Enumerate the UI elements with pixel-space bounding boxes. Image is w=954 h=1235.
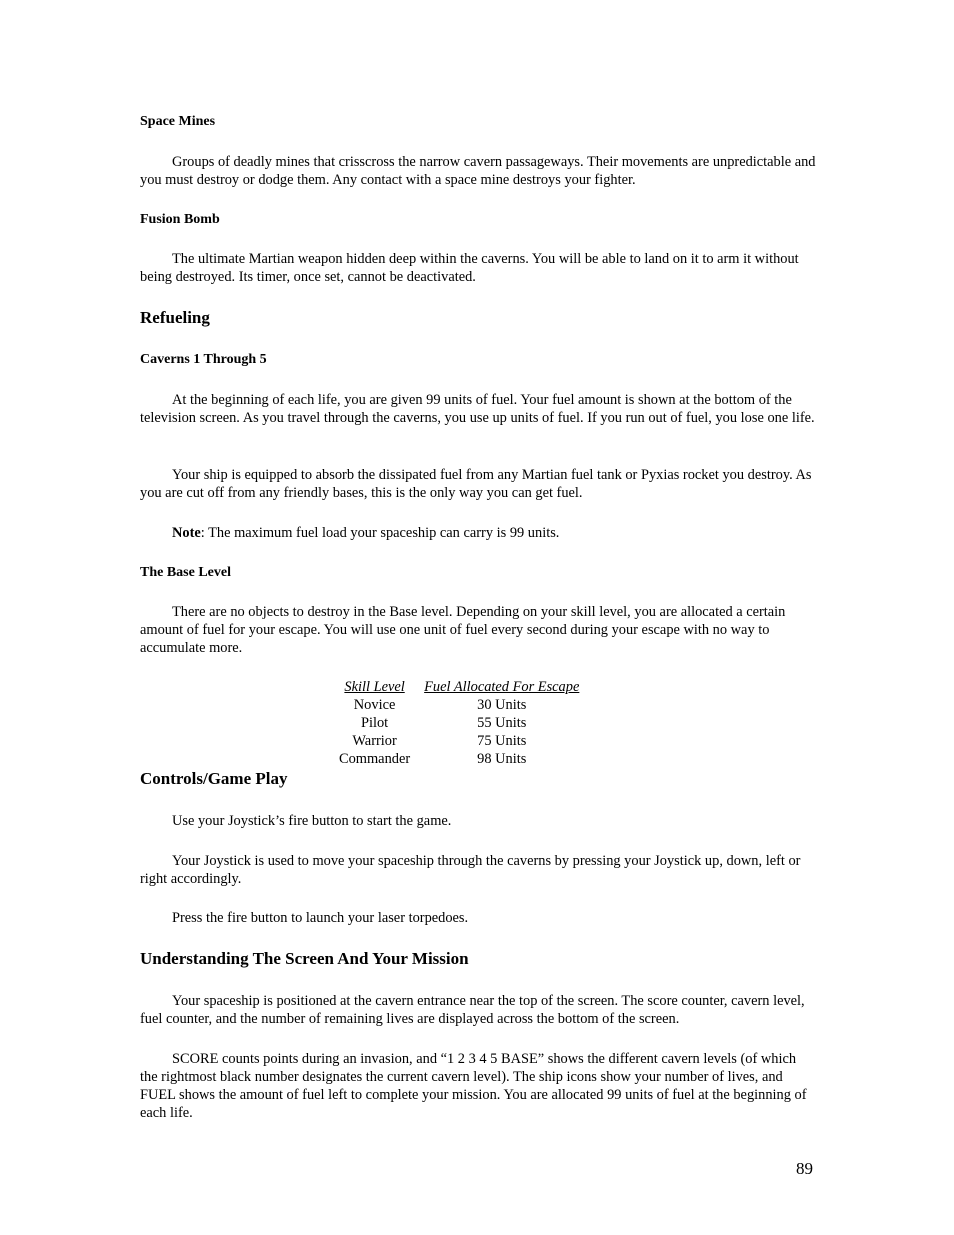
fuel-column-header: Fuel Allocated For Escape xyxy=(424,679,580,695)
screen-paragraph-2: SCORE counts points during an invasion, and “1 2 3 4 5 BASE” shows the different cavern levels (of which the rightmost black number designates the current cavern level). The ship icons show your number of lives, and FUEL shows the amount of fuel left to complete your mission. You are allocated 99 units of fuel at the beginning of each life. xyxy=(140,1051,807,1121)
fuel-cell: 98 Units xyxy=(477,751,527,767)
controls-paragraph-2: Your Joystick is used to move your spaceship through the caverns by pressing your Joystick up, down, left or right accordingly. xyxy=(140,853,801,887)
table-row xyxy=(332,714,586,732)
table-row xyxy=(332,696,586,714)
page-number: 89 xyxy=(796,1159,813,1178)
table-header-row xyxy=(332,678,586,696)
caverns-paragraph-2: Your ship is equipped to absorb the dissipated fuel from any Martian fuel tank or Pyxias rocket you destroy. As you are cut off from any friendly bases, this is the only way you can get fuel. xyxy=(140,467,812,501)
space-mines-heading: Space Mines xyxy=(140,114,216,129)
skill-level-column-header: Skill Level xyxy=(344,679,405,695)
fuel-cell: 75 Units xyxy=(477,733,527,749)
skill-cell: Commander xyxy=(339,751,411,767)
note-label: Note xyxy=(172,525,201,541)
fuel-cell: 55 Units xyxy=(477,715,527,731)
screen-paragraph-1: Your spaceship is positioned at the cavern entrance near the top of the screen. The score counter, cavern level, fuel counter, and the number of remaining lives are displayed across the bottom of the screen. xyxy=(140,993,805,1027)
skill-cell: Pilot xyxy=(360,715,389,731)
screen-mission-heading: Understanding The Screen And Your Mission xyxy=(140,949,469,968)
table-row xyxy=(332,732,586,750)
refueling-heading: Refueling xyxy=(140,308,210,327)
controls-paragraph-1: Use your Joystick’s fire button to start the game. xyxy=(172,813,452,829)
base-level-paragraph: There are no objects to destroy in the Base level. Depending on your skill level, you are allocated a certain amount of fuel for your escape. You will use one unit of fuel every second during your escape with no way to accumulate more. xyxy=(140,604,786,656)
caverns-paragraph-1: At the beginning of each life, you are given 99 units of fuel. Your fuel amount is shown at the bottom of the television screen. As you travel through the caverns, you use up units of fuel. If you run out of fuel, you lose one life. xyxy=(140,392,815,426)
fuel-allocation-table xyxy=(332,678,586,768)
controls-paragraph-3: Press the fire button to launch your laser torpedoes. xyxy=(172,910,469,926)
fusion-bomb-text: The ultimate Martian weapon hidden deep within the caverns. You will be able to land on it to arm it without being destroyed. Its timer, once set, cannot be deactivated. xyxy=(140,251,799,285)
space-mines-text: Groups of deadly mines that crisscross the narrow cavern passageways. Their movements are unpredictable and you must destroy or dodge them. Any contact with a space mine destroys your fighter. xyxy=(140,154,816,188)
skill-cell: Warrior xyxy=(352,733,397,749)
table-row xyxy=(332,750,586,768)
fusion-bomb-heading: Fusion Bomb xyxy=(140,212,220,227)
base-level-heading: The Base Level xyxy=(140,565,231,580)
fuel-cell: 30 Units xyxy=(477,697,527,713)
caverns-heading: Caverns 1 Through 5 xyxy=(140,352,267,367)
note-text: : The maximum fuel load your spaceship can carry is 99 units. xyxy=(200,525,560,541)
controls-heading: Controls/Game Play xyxy=(140,769,288,788)
fuel-note xyxy=(140,524,816,542)
skill-cell: Novice xyxy=(353,697,396,713)
